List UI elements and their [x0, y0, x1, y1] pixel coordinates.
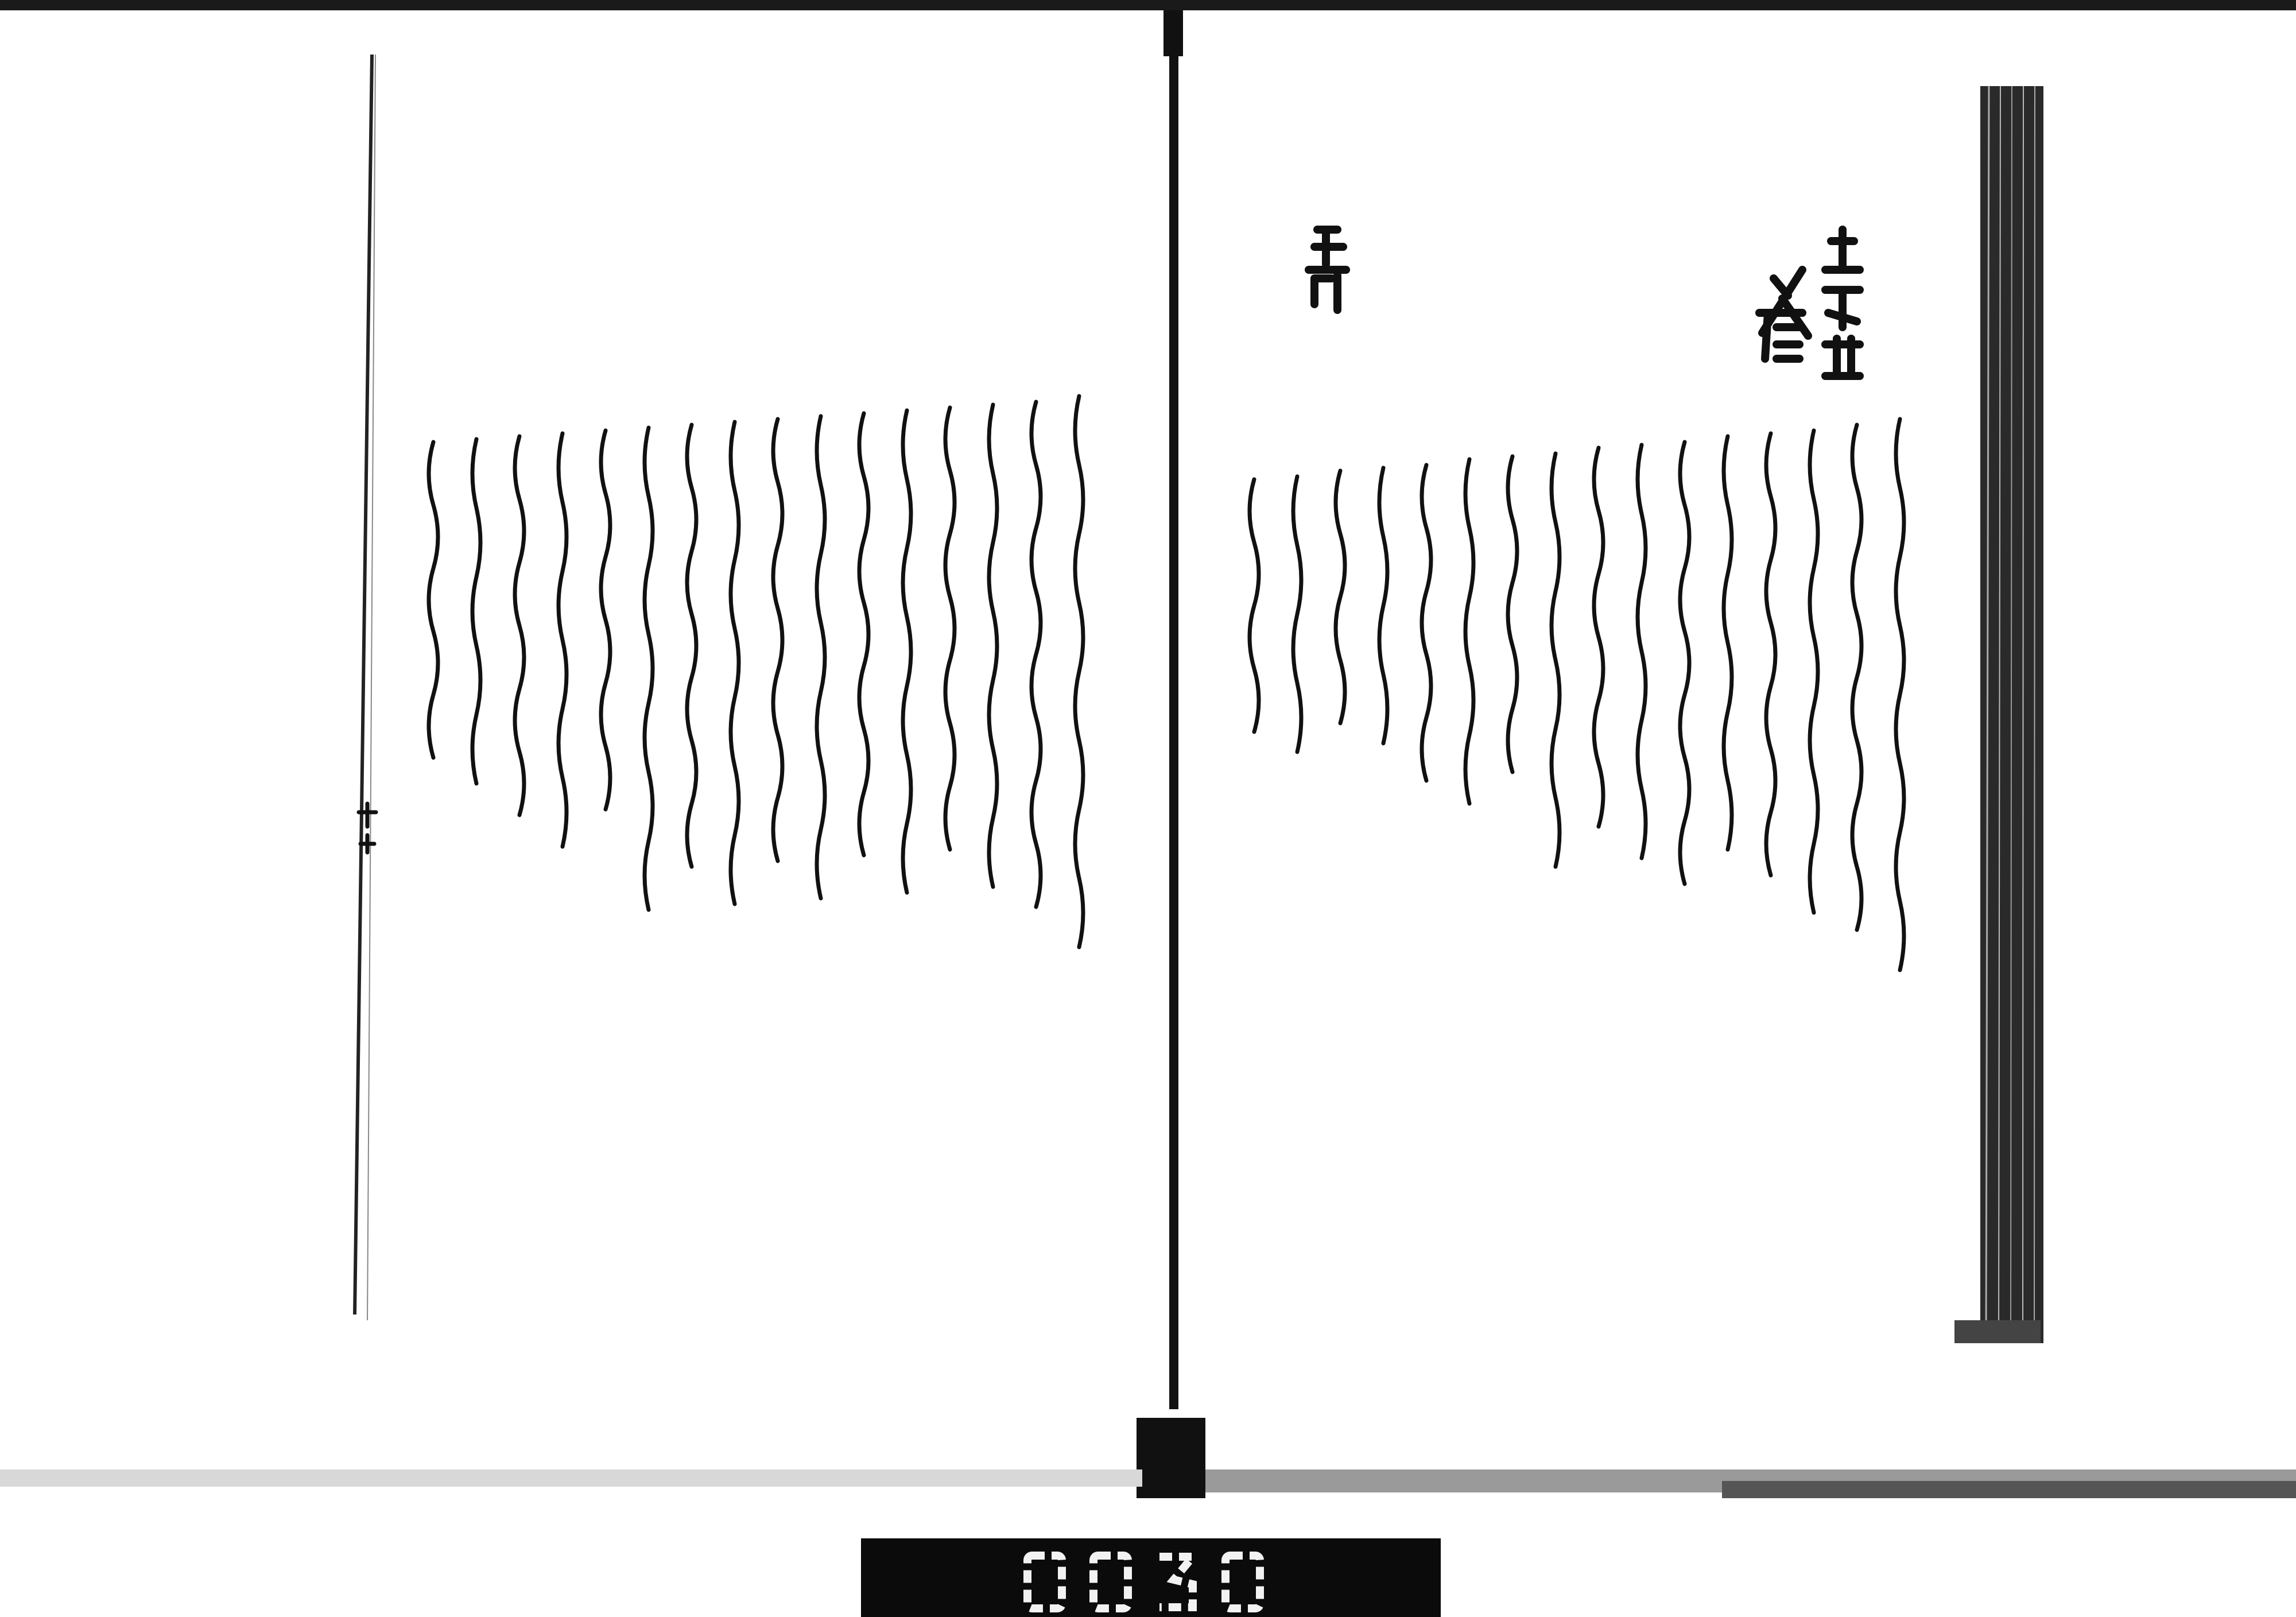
film-frame-band	[861, 1538, 1441, 1617]
binding-rod	[1169, 55, 1178, 1409]
top-scan-border	[0, 0, 2296, 10]
binding-clip-top	[1163, 10, 1183, 56]
binding-clip-bottom	[1137, 1418, 1205, 1498]
